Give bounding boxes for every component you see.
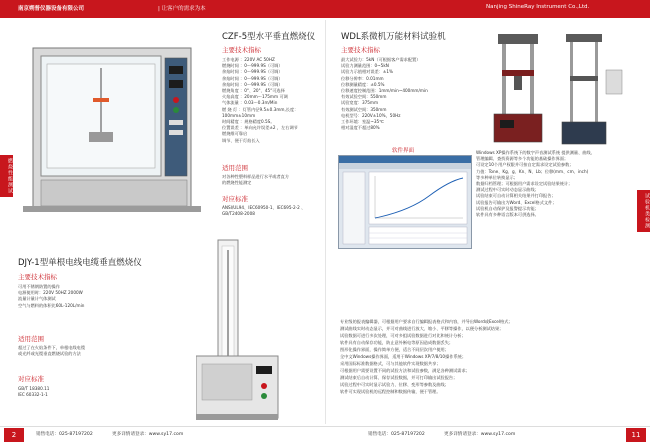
product2-std: GB/T 18380.11 IEC 60332-1-1 xyxy=(18,386,50,398)
product1-specs: 工作电源 ：220V AC 50HZ 燃烧时间 ：0～999.9S（可调） 余焰时间 ：0～999.9S（可调） 余焰时间 ：0～999.9S（可调） 余焰时间 ：0～999.9S（可调） 燃烧角度 ：0°、20°、45°可选择 火焰高度 ：20mm～175mm 可调 气体流量 ：0.03～0.3m/Min 燃 烧 灯 ：灯管内径9.5±0.3mm,长度：100mm±10mm 时间精度 ：规格精度0.5S。 位置误差 ：单向允许误差±2 ，左右调节 燃烧维可靠启 调节、便于灯焰长入 xyxy=(222,57,299,143)
footer-web-right: 更多详情请登录：www.sy17.com xyxy=(444,432,516,437)
page-number-left: 2 xyxy=(4,428,24,442)
product1-spec-heading: 主要技术指标 xyxy=(222,46,261,54)
product2-use: 超过了在火焰条件下，单根电线电缆 或光纤或光缆垂直燃烧试验的方法 xyxy=(18,345,86,357)
product2-title: DJY-1型单根电线电缆垂直燃烧仪 xyxy=(18,258,142,268)
features-bottom-block xyxy=(340,318,632,395)
side-tab-right: 试验机类检测 xyxy=(637,190,650,232)
product1-use-heading: 适用范围 xyxy=(222,164,248,172)
header-company-cn: 南京朔普仪器设备有限公司 xyxy=(18,6,85,12)
product3-spec-heading: 主要技术指标 xyxy=(341,46,380,54)
product3-title: WDL系微机万能材料试验机 xyxy=(341,32,446,42)
page-divider xyxy=(325,20,326,424)
product1-std-heading: 对应标准 xyxy=(222,195,248,203)
footer-web-left: 更多详情请登录：www.sy17.com xyxy=(112,432,184,437)
product2-std-heading: 对应标准 xyxy=(18,375,44,383)
header-company-en: Nanjing ShineRay Instrument Co.,Ltd. xyxy=(486,4,590,10)
product1-use: 对各种性塑料样品进行水平或者直方 的燃烧性能测定 xyxy=(222,174,290,186)
footer-phone-right: 销售电话：025-87197202 xyxy=(368,432,425,437)
features-bottom: 专业级的报表编辑器，可根据用户要求自行编辑报表格式和内容，并导出Word或Excel格式； 测试曲线实时动态显示，并可对曲线进行放大、缩小、平移等操作，以便分析测试结果； 试验数据可进行多次处理，可对多组试验数据进行对比和统计分析； 软件具有自动保存功能，防止意外断电等原因造成数据丢失； 图形化操作界面，操作简单方便，适合不同层次用户使用； 全中文Windows操作界面，适用于Windows XP/7/8/10操作系统； 采用国际标准数据格式，可与其他软件实现数据共享； 可根据用户需要设置不同的试验方法和试验参数，满足各种测试需求； 测试结束后自动计算、保存试验数据，并可打印输出试验报告； 试验过程中可实时显示试验力、位移、变形等参数及曲线； 软件可实现试验机的远程控制和数据传输，便于管理。 xyxy=(340,319,513,394)
header-slogan: | 让客户的需求为本 xyxy=(158,6,206,12)
product2-spec-heading: 主要技术指标 xyxy=(18,273,57,281)
features-right: Windows XP操作系统下的数字声音测试系统 提供测量、曲线、 管理编辑、查找资源等多个功能的基础操作界面； 可设定10个用户权限并可按自定需求设定试验参数； 力值：Tone、Kg、g、Kn、N、Lb；位移(mm、cm、inch) 等多种单位转换显示； 数据归档管理；可根据用户需求设定试验结果统计； 测试过程中可实时动态显示曲线； 试验结束可自动计算相关结果并打印报告； 试验报告可输出为Word、Excel格式文件； 试验机自动保护及报警提示功能； 软件具有多种语言版本可供选择。 xyxy=(476,150,595,218)
product-image-czf5 xyxy=(23,28,201,220)
product1-std: ANSI/UL94、IEC60950-1、IEC695-2-2 、 GB/T2408-2008 xyxy=(222,205,306,217)
product2-specs: 可用不锈钢防置的操作 电源使用时：220V 50HZ 2000W 流量计量计气体测试 空气与燃料的体积比60L-120L/min xyxy=(18,284,85,308)
footer-bar xyxy=(0,426,650,445)
product1-title: CZF-5型水平垂直燃烧仪 xyxy=(222,32,316,42)
header-bar xyxy=(0,0,650,18)
software-screenshot xyxy=(338,155,472,249)
page-number-right: 11 xyxy=(626,428,646,442)
product3-specs: 最大试验力：5kN（可根据客户需求配置） 试验力测量范围：0~5kN 试验力示值相对误差：±1% 位移分辨率：0.01mm 位移测量精度：±0.5% 位移速度控制范围：1mm/min~400mm/min 有效试验空间：550mm 试验宽度：375mm 有效测试空间：350mm 电机型号：220V±10%，50Hz 工作环境：室温~35℃ 相对湿度不超过80% xyxy=(341,57,428,131)
product-image-wdl xyxy=(478,30,628,148)
product-image-djy1 xyxy=(196,236,314,422)
features-right-block xyxy=(476,150,634,218)
footer-phone-left: 销售电话：025-87197202 xyxy=(36,432,93,437)
software-label: 软件界面 xyxy=(392,148,415,154)
side-tab-left: 燃烧性能测试 xyxy=(0,155,13,197)
product2-use-heading: 适用范围 xyxy=(18,335,44,343)
